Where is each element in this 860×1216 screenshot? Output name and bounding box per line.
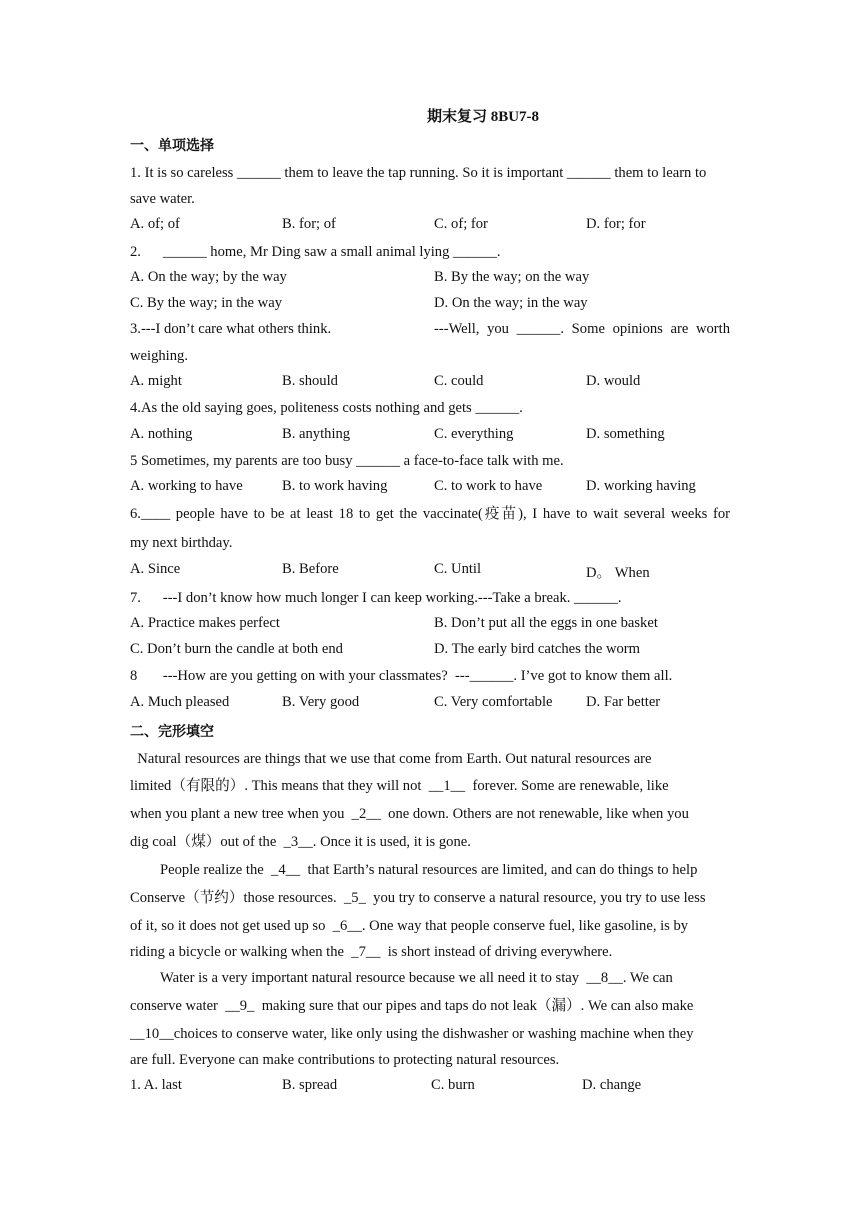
option-d: D. working having [586,478,696,494]
passage-line: __10__choices to conserve water, like only using the dishwasher or washing machine when they [130,1026,694,1042]
option-a: 1. A. last [130,1077,182,1093]
option-b: B. to work having [282,478,388,494]
option-d: D. something [586,426,665,442]
option-d: D. for; for [586,216,646,232]
passage-line: conserve water __9_ making sure that our pipes and taps do not leak（漏）. We can also make [130,998,694,1014]
passage-line: People realize the _4__ that Earth’s natural resources are limited, and can do things to help [160,862,698,878]
option-a: A. might [130,373,182,389]
question-4-text: 4.As the old saying goes, politeness costs nothing and gets ______. [130,400,523,416]
option-a: A. On the way; by the way [130,269,287,285]
option-b: B. spread [282,1077,338,1093]
question-7-options-row1 [0,615,860,633]
question-1-text-cont: save water. [130,191,195,207]
option-a: A. nothing [130,426,193,442]
page-title: 期末复习 8BU7-8 [426,109,540,125]
option-c: C. of; for [434,216,488,232]
question-3-right: ---Well, you ______. Some opinions are worth [434,321,730,337]
question-6-text-cont: my next birthday. [130,535,233,551]
option-c: C. By the way; in the way [130,295,282,311]
passage-line: Water is a very important natural resource because we all need it to stay __8__. We can [160,970,673,986]
option-c: C. Don’t burn the candle at both end [130,641,343,657]
section-heading-cloze: 二、完形填空 [130,724,214,740]
question-2-text: 2. ______ home, Mr Ding saw a small animal lying ______. [130,244,501,260]
question-4-options [0,426,860,444]
option-a: A. of; of [130,216,180,232]
question-2-options-row1 [0,269,860,287]
page-title-wrap [0,105,860,126]
question-6-text: 6.____ people have to be at least 18 to get the vaccinate(疫苗), I have to wait several weeks for [130,506,730,522]
option-c: C. burn [431,1077,475,1093]
option-c: C. could [434,373,484,389]
question-8-options [0,694,860,712]
option-d: D。 When [586,565,650,581]
cloze-1-options [0,1077,860,1095]
option-c: C. everything [434,426,514,442]
question-3-text [0,321,860,339]
passage-line: Natural resources are things that we use that come from Earth. Out natural resources are [130,751,652,767]
question-3-left: 3.---I don’t care what others think. [130,321,332,337]
question-3-options [0,373,860,391]
option-b: B. Very good [282,694,360,710]
option-a: A. Since [130,561,181,577]
section-heading-multiple-choice: 一、单项选择 [130,138,214,154]
passage-line: when you plant a new tree when you _2__ one down. Others are not renewable, like when you [130,806,689,822]
option-a: A. Practice makes perfect [130,615,280,631]
question-2-options-row2 [0,295,860,313]
option-b: B. By the way; on the way [434,269,590,285]
question-5-text: 5 Sometimes, my parents are too busy ______ a face-to-face talk with me. [130,453,564,469]
option-d: D. would [586,373,641,389]
passage-line: Conserve（节约）those resources. _5_ you try to conserve a natural resource, you try to use less [130,890,706,906]
passage-line: limited（有限的）. This means that they will not __1__ forever. Some are renewable, like [130,778,669,794]
question-5-options [0,478,860,496]
option-b: B. for; of [282,216,336,232]
question-7-options-row2 [0,641,860,659]
question-7-text: 7. ---I don’t know how much longer I can keep working.---Take a break. ______. [130,590,622,606]
question-1-text: 1. It is so careless ______ them to leave the tap running. So it is important ______ them to learn to [130,165,707,181]
question-3-text-cont: weighing. [130,348,188,364]
option-d: D. Far better [586,694,661,710]
passage-line: dig coal（煤）out of the _3__. Once it is used, it is gone. [130,834,471,850]
option-c: C. to work to have [434,478,543,494]
option-a: A. working to have [130,478,243,494]
option-c: C. Until [434,561,482,577]
option-a: A. Much pleased [130,694,230,710]
passage-line: riding a bicycle or walking when the _7__ is short instead of driving everywhere. [130,944,613,960]
question-8-text: 8 ---How are you getting on with your classmates? ---______. I’ve got to know them all. [130,668,673,684]
option-d: D. On the way; in the way [434,295,588,311]
question-6-options [0,561,860,579]
passage-line: of it, so it does not get used up so _6__. One way that people conserve fuel, like gasoline, is by [130,918,689,934]
option-b: B. Before [282,561,339,577]
option-d: D. change [582,1077,642,1093]
option-b: B. anything [282,426,351,442]
question-1-options [0,216,860,234]
option-b: B. Don’t put all the eggs in one basket [434,615,658,631]
passage-line: are full. Everyone can make contributions to protecting natural resources. [130,1052,560,1068]
option-d: D. The early bird catches the worm [434,641,640,657]
option-b: B. should [282,373,338,389]
option-c: C. Very comfortable [434,694,553,710]
